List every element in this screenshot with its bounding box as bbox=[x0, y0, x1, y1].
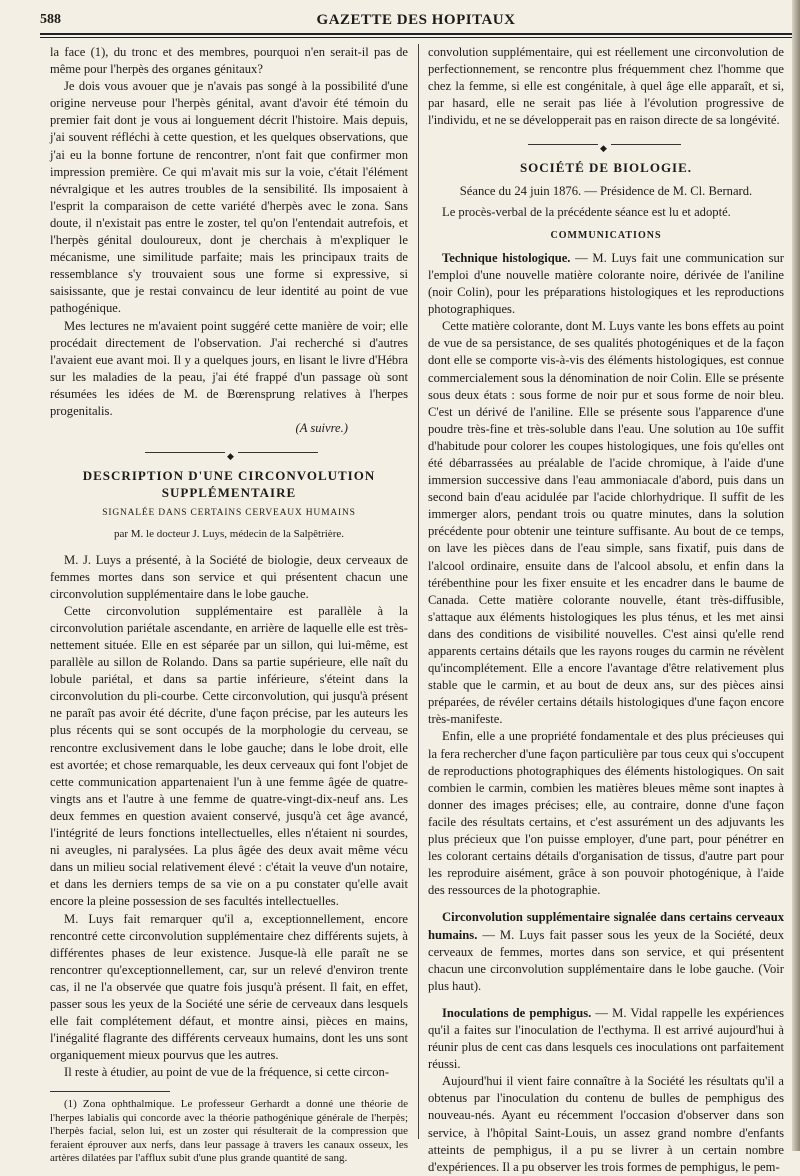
runin-body: — M. Luys fait passer sous les yeux de la Société, deux cerveaux de femmes, mortes dans son service, et qui présentent chacun une circonvolution supplémentaire dans le lobe gauche. (Voir plus haut). bbox=[428, 927, 784, 993]
runin-body: — M. Luys fait une communication sur l'emploi d'une nouvelle matière colorante noire, dérivée de l'aniline (noir Colin), pour les préparations histologiques et les reproductions photographiques. bbox=[428, 250, 784, 317]
footnote-rule bbox=[50, 1091, 170, 1092]
to-be-continued: (A suivre.) bbox=[295, 421, 348, 436]
footnote: (1) Zona ophthalmique. Le professeur Gerhardt a donné une théorie de l'herpes labialis qui concorde avec la théorie pathogénique générale de l'herpès; l'herpès facial, selon lui, est un zoster qui résulterait de la compression que feraient éprouver aux nerfs, dans leur passage à travers les canaux osseux, les artères dilatées par l'afflux subit d'une plus grande quantité de sang. bbox=[50, 1098, 408, 1165]
paragraph bbox=[428, 250, 784, 318]
header-rule bbox=[40, 33, 792, 35]
page-number: 588 bbox=[40, 12, 61, 27]
paragraph: M. Luys fait remarquer qu'il a, exceptionnellement, encore rencontré cette circonvolution supplémentaire chez différents sujets, à différentes phases de leur existence. Jusque-là elle paraît ne se rencontrer qu'exceptionnellement, car, sur un relevé d'environ trente cas, il ne l'a observée que quatre fois jusqu'à présent. Il fait, en effet, passer sous les yeux de la Société une série de cerveaux dans lesquels elle fait complétement défaut, et montre ainsi, pièces en mains, l'inégalité flagrante des différents cerveaux humains, dont les uns sont organiquement mieux pourvus que les autres. bbox=[50, 911, 408, 1063]
journal-title: GAZETTE DES HOPITAUX bbox=[316, 12, 516, 28]
column-divider bbox=[418, 44, 419, 1139]
section-title: SOCIÉTÉ DE BIOLOGIE. bbox=[519, 160, 693, 176]
session-line: Séance du 24 juin 1876. — Présidence de M. Cl. Bernard. bbox=[459, 183, 753, 198]
header-rule-thin bbox=[40, 37, 792, 38]
paragraph: Je dois vous avouer que je n'avais pas songé à la possibilité d'une origine nerveuse pour l'herpès génital, avant d'avoir été témoin du premier fait dont je vous ai longuement décrit l'histoire. Mais depuis, j'ai souvent réfléchi à cette question, et les quelques observations, que j'ai eu la bonne fortune de rencontrer, n'ont fait que confirmer mon impression première. Ce qui m'avait mis sur la voie, c'était l'élément névralgique et les autres troubles de la sensibilité. Ils imposaient à l'esprit la comparaison de cette variété d'herpès avec le zona. Sans doute, il n'existait pas entre le zoster, tel qu'on l'entendait autrefois, et l'herpès génital douloureux, dont je cherchais à m'expliquer le mécanisme, une similitude parfaite; mais les principaux traits de ressemblance s'y trouvaient sous une forme si expressive, si saisissante, que je restai convaincu de leur identité au point de vue pathogénique. bbox=[50, 79, 408, 316]
paragraph: Cette matière colorante, dont M. Luys vante les bons effets au point de vue de sa persistance, de ses qualités photogéniques et de la façon dont elle se comporte vis-à-vis des éléments histologiques, est connue commercialement sous la dénomination de noir Colin. Elle se présente sous deux états : sous forme de noir pur et sous forme de noir bleu. C'est un dérivé de l'aniline. Elle se présente sous l'apparence d'une poudre très-fine et très-soluble dans l'eau. Une solution au 10e suffit d'habitude pour colorer les coupes histologiques, une fois qu'elles ont été débarrassées au préalable de l'acide chromique, à l'aide d'une immersion successive dans l'eau ammoniacale d'abord, puis dans un second bain d'eau acidulée par l'acide chlorhydrique. Il suffit de les immerger alors, pendant trois ou quatre minutes, dans la solution précédente pour obtenir une teinture suffisante. Au bout de ce temps, on lave les pièces dans de l'eau simple, sans fixatif, puis dans de l'alcool ordinaire, ensuite dans de l'alcool absolu, et enfin dans la térébenthine pour les fixer ensuite et les encadrer dans le baume de Canada. Cette matière colorante nouvelle, étant très-diffusible, s'attaque aux éléments histologiques les plus ténus, et les met ainsi dans des conditions de visibilité nouvelles. C'est ainsi qu'elle rend apparents certains détails que les rayons rouges du carmin ne révèlent qu'incomplétement. Elle a encore l'avantage d'être relativement plus stable que le carmin, et au bout de deux ans, sur des pièces ainsi préparées, de révéler certains détails histologiques d'une façon encore très-manifeste. bbox=[428, 319, 784, 727]
separator-ornament: ◆ bbox=[50, 447, 408, 457]
minutes-line: Le procès-verbal de la précédente séance est lu et adopté. bbox=[442, 204, 731, 219]
runin-heading: Technique histologique. bbox=[442, 250, 571, 265]
left-column bbox=[50, 44, 408, 1166]
article-subtitle: SIGNALÉE DANS CERTAINS CERVEAUX HUMAINS bbox=[102, 508, 356, 519]
page-edge bbox=[792, 0, 800, 1151]
runin-heading: Circonvolution supplémentaire signalée dans certains cerveaux humains. bbox=[428, 910, 784, 942]
article-byline: par M. le docteur J. Luys, médecin de la Salpêtrière. bbox=[113, 528, 344, 541]
paragraph: Il reste à étudier, au point de vue de la fréquence, si cette circon- bbox=[64, 1065, 390, 1080]
separator-ornament: ◆ bbox=[428, 139, 784, 149]
runin-body: — M. Vidal rappelle les expériences qu'il a faites sur l'inoculation de l'ecthyma. Il est arrivé aujourd'hui à réunir plus de cent cas dans lesquels ces inoculations ont parfaitement réussi. bbox=[428, 1005, 784, 1072]
paragraph: Cette circonvolution supplémentaire est parallèle à la circonvolution pariétale ascendante, en arrière de laquelle elle est très-nettement située. Elle en est séparée par un sillon, qui lui-même, est parallèle au sillon de Rolando. Dans sa partie supérieure, elle naît du lobule pariétal, et dans sa partie inférieure, s'éteint dans la circonvolution du pli-courbe. Cette circonvolution, qui jusqu'à présent ne paraît pas avoir été décrite, d'une façon précise, par les auteurs les plus récents qui se sont occupés de la morphologie du cerveau, se rencontre exclusivement dans le lobe gauche; dans le lobe droit, elle est avortée; et chose remarquable, les deux cerveaux qui font l'objet de cette communication appartenaient l'un à une femme âgée de quatre-vingts ans et l'autre à une femme de quatre-vingt-dix-neuf ans. Les deux femmes en question avaient conservé, jusqu'à cet âge avancé, l'intégrité de leurs fonctions intellectuelles, elles n'étaient ni sourdes, ni aveugles, ni paralysées. La plus âgée des deux avait même vécu dans un milieu social relativement élevé : c'était la veuve d'un notaire, et dans les derniers temps de sa vie on a pu constater qu'elle avait encore la pleine possession de ses facultés intellectuelles. bbox=[50, 603, 408, 909]
paragraph: Aujourd'hui il vient faire connaître à la Société les résultats qu'il a obtenus par l'inoculation du contenu de bulles de pemphigus des nouveau-nés. Ayant eu récemment l'occasion d'observer dans son service, à l'hôpital Saint-Louis, un assez grand nombre d'enfants atteints de pemphigus, il a pu se livrer à un certain nombre d'expériences. Il a pu observer les trois formes de pemphigus, le pem- bbox=[428, 1074, 784, 1174]
paragraph: Mes lectures ne m'avaient point suggéré cette manière de voir; elle procédait directement de l'observation. J'ai recherché si d'autres l'avaient eue avant moi. Il y a quelques jours, en lisant le livre d'Hébra sur les maladies de la peau, j'ai été frappé d'un passage où sont résumées les idées de M. de Bœrensprung relatives à l'herpes progenitalis. bbox=[50, 318, 408, 418]
communications-heading: COMMUNICATIONS bbox=[550, 229, 662, 241]
paragraph: M. J. Luys a présenté, à la Société de biologie, deux cerveaux de femmes mortes dans son service et qui présentent chacun une circonvolution supplémentaire dans le lobe gauche. bbox=[50, 552, 408, 601]
paragraph bbox=[428, 1005, 784, 1073]
paragraph: convolution supplémentaire, qui est réellement une circonvolution de perfectionnement, se rencontre plus fréquemment chez l'homme que chez la femme, si elle est congénitale, à quel âge elle apparaît, et si, par hasard, elle ne serait pas liée à l'évolution progressive de l'individu, et ne se développerait pas en raison directe de sa longévité. bbox=[428, 45, 784, 128]
paragraph: Enfin, elle a une propriété fondamentale et des plus précieuses qui la fera rechercher d'une façon particulière par tous ceux qui s'occupent de reproductions photographiques des éléments histologiques. On sait combien le carmin, combien les matières bleues même sont inaptes à donner des images précises; elle, au contraire, donne d'une façon facile des résultats certains, et c'est assurément un des adjuvants les plus précieux que l'on puisse employer, d'une part, pour pénétrer en les colorant certains détails d'organisation de tissus, d'autre part pour les reproduire aisément, grâce à son pouvoir photogénique, à l'aide des ressources de la photographie. bbox=[428, 729, 784, 898]
article-title: DESCRIPTION D'UNE CIRCONVOLUTION SUPPLÉMENTAIRE bbox=[82, 468, 376, 501]
paragraph: la face (1), du tronc et des membres, pourquoi n'en serait-il pas de même pour l'herpès des organes génitaux? bbox=[50, 45, 408, 77]
right-column bbox=[428, 44, 784, 1176]
paragraph bbox=[428, 909, 784, 994]
runin-heading: Inoculations de pemphigus. bbox=[442, 1005, 592, 1020]
page-header bbox=[40, 10, 792, 34]
